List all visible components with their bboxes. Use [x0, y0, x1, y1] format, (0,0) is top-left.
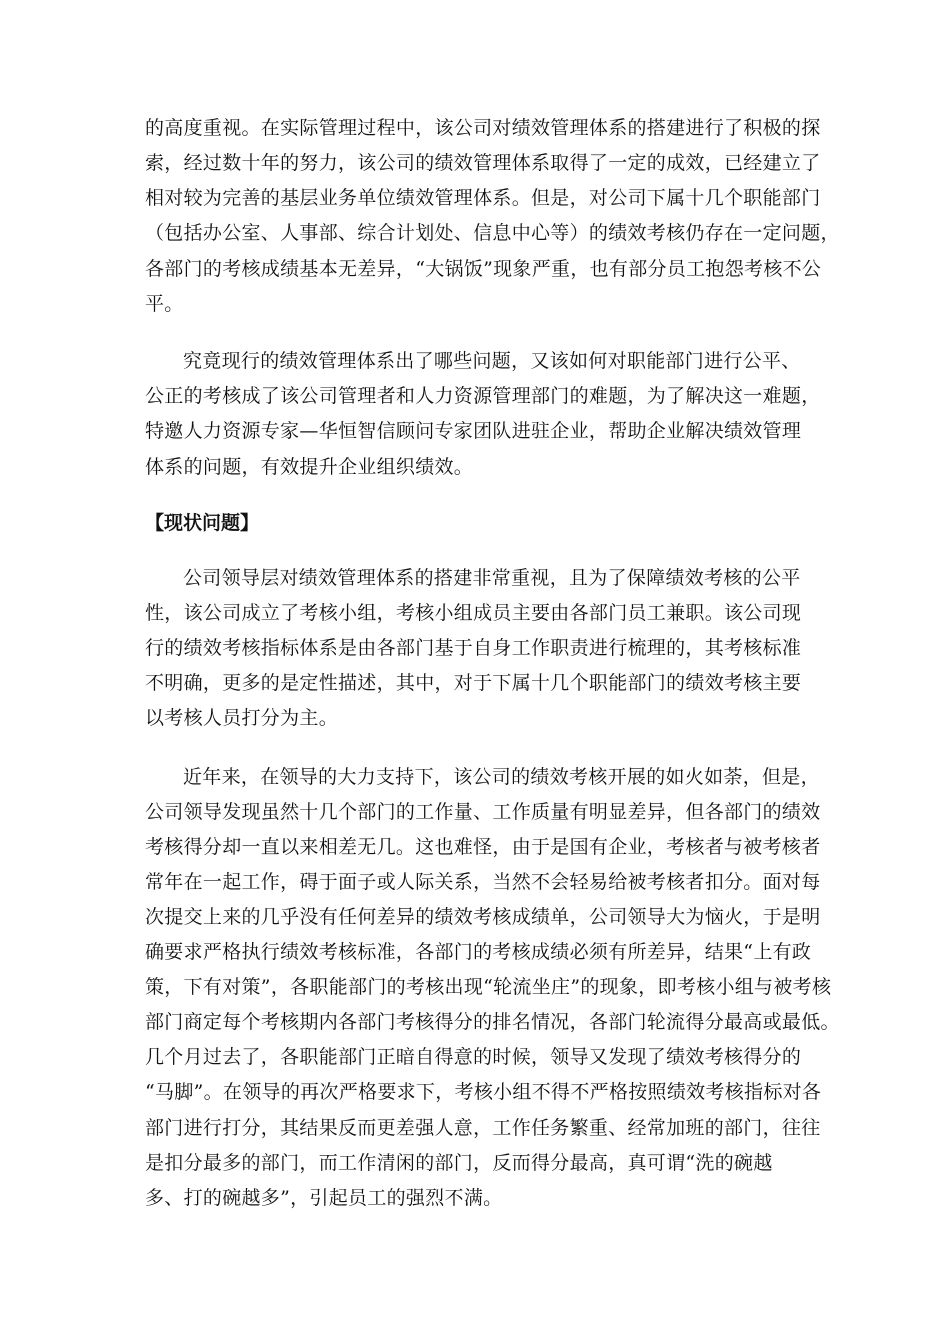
- paragraph-4-line-13: 多、打的碗越多”，引起员工的强烈不满。: [145, 1187, 503, 1209]
- paragraph-2-line-3: 特邀人力资源专家—华恒智信顾问专家团队进驻企业，帮助企业解决绩效管理: [145, 420, 802, 442]
- paragraph-1-line-2: 索，经过数十年的努力，该公司的绩效管理体系取得了一定的成效，已经建立了: [145, 152, 821, 174]
- paragraph-4-line-8: 部门商定每个考核期内各部门考核得分的排名情况，各部门轮流得分最高或最低。: [145, 1011, 840, 1033]
- paragraph-4-line-6: 确要求严格执行绩效考核标准，各部门的考核成绩必须有所差异，结果“上有政: [145, 941, 812, 963]
- paragraph-2-line-4: 体系的问题，有效提升企业组织绩效。: [145, 456, 474, 478]
- paragraph-2-line-1: 究竟现行的绩效管理体系出了哪些问题，又该如何对职能部门进行公平、: [183, 350, 801, 372]
- paragraph-4-line-3: 考核得分却一直以来相差无几。这也难怪，由于是国有企业，考核者与被考核者: [145, 836, 821, 858]
- paragraph-1-line-4: （包括办公室、人事部、综合计划处、信息中心等）的绩效考核仍存在一定问题，: [145, 222, 840, 244]
- paragraph-4-line-4: 常年在一起工作，碍于面子或人际关系，当然不会轻易给被考核者扣分。面对每: [145, 871, 821, 893]
- paragraph-4-line-5: 次提交上来的几乎没有任何差异的绩效考核成绩单，公司领导大为恼火，于是明: [145, 906, 821, 928]
- paragraph-3-line-2: 性，该公司成立了考核小组，考核小组成员主要由各部门员工兼职。该公司现: [145, 602, 802, 624]
- paragraph-3-line-1: 公司领导层对绩效管理体系的搭建非常重视，且为了保障绩效考核的公平: [183, 567, 801, 589]
- paragraph-1-line-3: 相对较为完善的基层业务单位绩效管理体系。但是，对公司下属十几个职能部门: [145, 187, 821, 209]
- paragraph-4-line-2: 公司领导发现虽然十几个部门的工作量、工作质量有明显差异，但各部门的绩效: [145, 801, 821, 823]
- paragraph-1-line-5: 各部门的考核成绩基本无差异，“大锅饭”现象严重，也有部分员工抱怨考核不公: [145, 258, 822, 280]
- paragraph-4-line-10: “马脚”。在领导的再次严格要求下，考核小组不得不严格按照绩效考核指标对各: [145, 1081, 822, 1103]
- paragraph-4-line-11: 部门进行打分，其结果反而更差强人意，工作任务繁重、经常加班的部门，往往: [145, 1117, 821, 1139]
- paragraph-2-line-2: 公正的考核成了该公司管理者和人力资源管理部门的难题，为了解决这一难题，: [145, 385, 821, 407]
- paragraph-1-line-6: 平。: [145, 293, 184, 315]
- paragraph-3-line-5: 以考核人员打分为主。: [145, 707, 339, 729]
- paragraph-3-line-4: 不明确，更多的是定性描述，其中，对于下属十几个职能部门的绩效考核主要: [145, 672, 802, 694]
- paragraph-4-line-1: 近年来，在领导的大力支持下，该公司的绩效考核开展的如火如荼，但是，: [183, 766, 820, 788]
- paragraph-1-line-1: 的高度重视。在实际管理过程中，该公司对绩效管理体系的搭建进行了积极的探: [145, 117, 821, 139]
- paragraph-4-line-7: 策，下有对策”，各职能部门的考核出现“轮流坐庄”的现象，即考核小组与被考核: [145, 976, 832, 998]
- paragraph-4-line-9: 几个月过去了，各职能部门正暗自得意的时候，领导又发现了绩效考核得分的: [145, 1046, 802, 1068]
- section-heading: 【现状问题】: [145, 512, 260, 534]
- paragraph-3-line-3: 行的绩效考核指标体系是由各部门基于自身工作职责进行梳理的，其考核标准: [145, 637, 802, 659]
- paragraph-4-line-12: 是扣分最多的部门，而工作清闲的部门，反而得分最高，真可谓“洗的碗越: [145, 1152, 773, 1174]
